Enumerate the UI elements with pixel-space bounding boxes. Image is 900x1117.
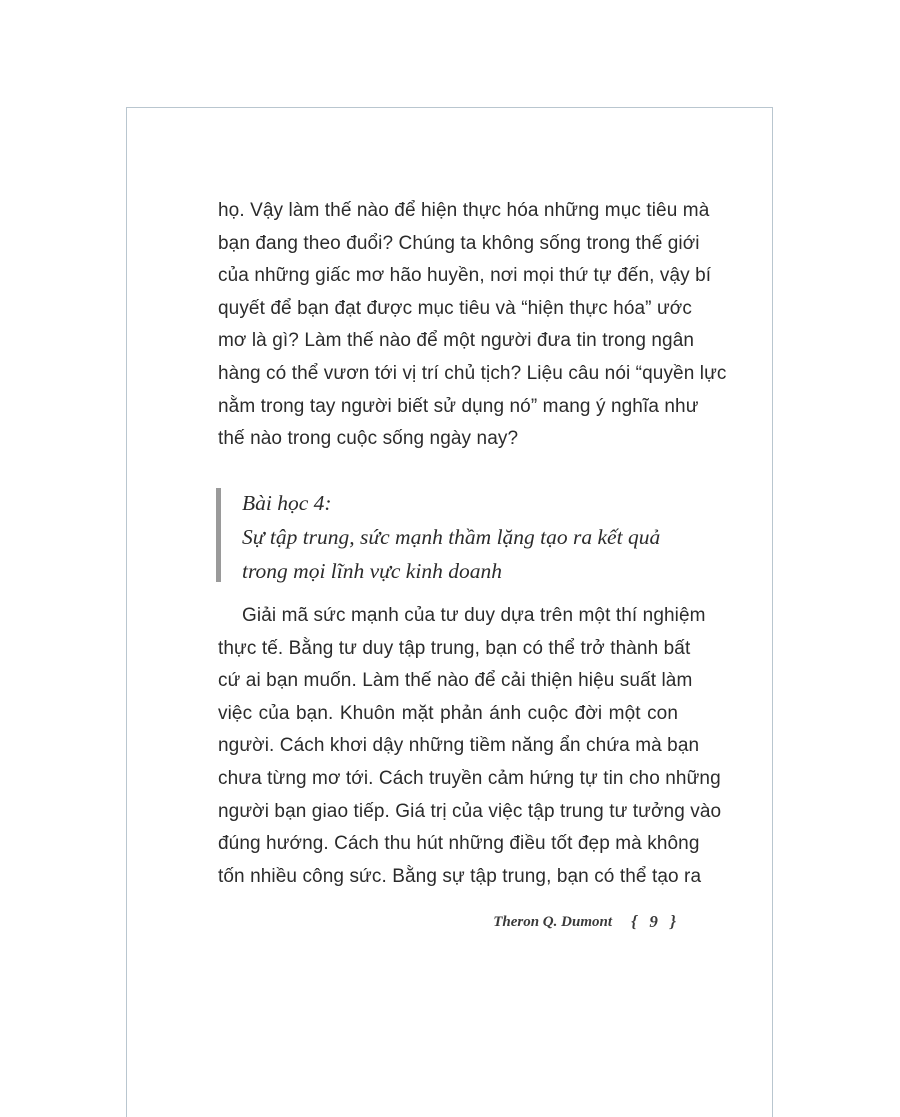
text-line: mơ là gì? Làm thế nào để một người đưa tin trong ngân: [218, 330, 695, 352]
lesson-title-line: Sự tập trung, sức mạnh thầm lặng tạo ra kết quả: [242, 525, 661, 549]
text-line: người. Cách khơi dậy những tiềm năng ẩn chứa mà bạn: [218, 735, 700, 757]
text-line: thế nào trong cuộc sống ngày nay?: [218, 428, 519, 450]
page-number: { 9 }: [631, 912, 680, 931]
text-line: tốn nhiều công sức. Bằng sự tập trung, bạn có thể tạo ra: [218, 865, 702, 887]
text-line: cứ ai bạn muốn. Làm thế nào để cải thiện hiệu suất làm: [218, 670, 693, 692]
lesson-title-line: trong mọi lĩnh vực kinh doanh: [242, 559, 502, 583]
lesson-number: Bài học 4:: [242, 491, 332, 515]
text-line: họ. Vậy làm thế nào để hiện thực hóa những mục tiêu mà: [218, 200, 710, 221]
page-footer: [440, 912, 680, 938]
body-paragraph-1: [218, 195, 727, 456]
text-line: thực tế. Bằng tư duy tập trung, bạn có thể trở thành bất: [218, 637, 691, 659]
text-line: đúng hướng. Cách thu hút những điều tốt đẹp mà không: [218, 833, 700, 855]
quote-bar: [216, 488, 221, 582]
text-line: của những giấc mơ hão huyền, nơi mọi thứ tự đến, vậy bí: [218, 265, 712, 287]
text-line: nằm trong tay người biết sử dụng nó” mang ý nghĩa như: [218, 395, 699, 417]
text-line: việc của bạn. Khuôn mặt phản ánh cuộc đời một con: [218, 702, 678, 724]
text-line: hàng có thể vươn tới vị trí chủ tịch? Liệu câu nói “quyền lực: [218, 362, 727, 384]
text-line: người bạn giao tiếp. Giá trị của việc tập trung tư tưởng vào: [218, 800, 722, 822]
text-line: quyết để bạn đạt được mục tiêu và “hiện thực hóa” ước: [218, 297, 692, 319]
body-paragraph-2: [218, 600, 722, 893]
text-line: chưa từng mơ tới. Cách truyền cảm hứng tự tin cho những: [218, 767, 721, 789]
lesson-heading-text: [242, 486, 660, 588]
lesson-heading: [216, 488, 686, 582]
text-line: bạn đang theo đuổi? Chúng ta không sống trong thế giới: [218, 232, 700, 254]
text-line: Giải mã sức mạnh của tư duy dựa trên một thí nghiệm: [242, 605, 706, 626]
footer-author: Theron Q. Dumont: [493, 914, 612, 930]
